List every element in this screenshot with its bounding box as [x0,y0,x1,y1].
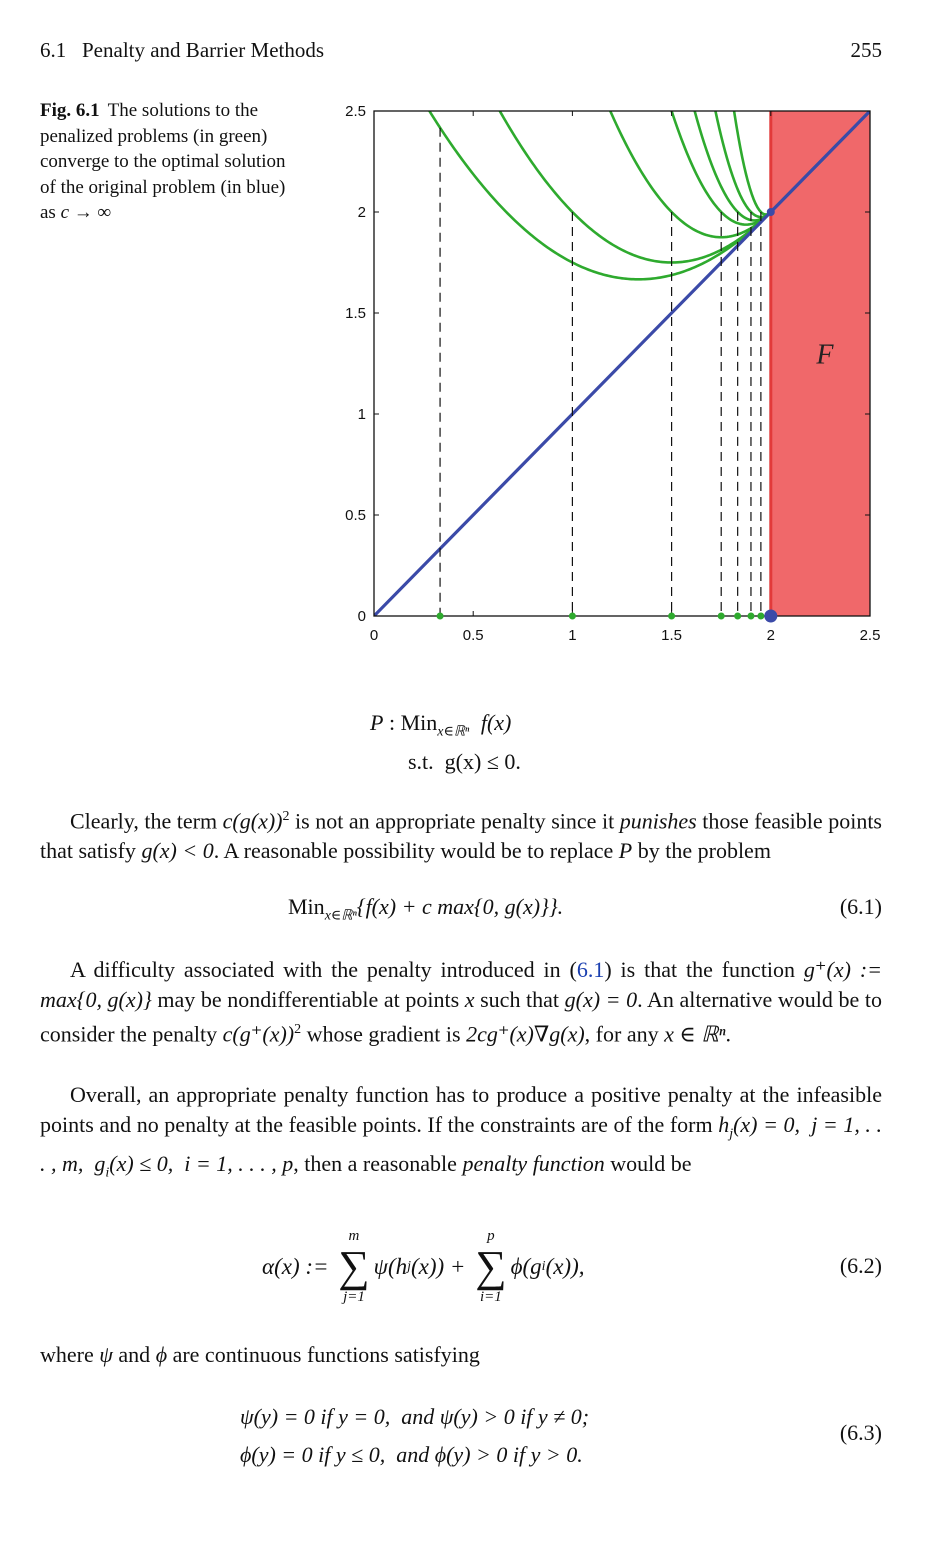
y-tick-label-5: 2.5 [345,103,366,120]
problem-statement [370,708,521,777]
minimizer-point-4 [718,613,725,620]
equation-6-1: Min$_{x\in ℝ^n}${f(x) + c max{0, g(x)}}. [288,894,564,924]
equation-6-3-line-2: ϕ(y) = 0 if y ≤ 0, and ϕ(y) > 0 if y > 0. [240,1442,583,1467]
y-tick-label-4: 2 [357,204,366,221]
x-tick-label-2: 1 [568,627,577,644]
equation-6-3 [240,1398,589,1474]
equation-number-6-1: (6.1) [839,894,882,919]
x-tick-label-1: 0.5 [462,627,484,644]
x-tick-label-0: 0 [369,627,379,644]
x-tick-label-3: 1.5 [661,627,683,644]
equation-number-6-2: (6.2) [839,1253,882,1278]
sum-j: m ∑ j=1 [338,1228,370,1305]
minimizer-point-3 [668,613,675,620]
y-tick-label-2: 1 [357,406,366,423]
problem-line-2: s.t. g(x) ≤ 0. [408,749,521,775]
figure-label: Fig. 6.1 [40,100,100,121]
y-tick-label-0: 0 [357,608,366,625]
y-tick-label-1: 0.5 [345,507,366,524]
paragraph-1: Clearly, the term $c(g(x))^2$ is not an appropriate penalty since it punishes those feasible points that satisfy g(x) < 0. A reasonable possibility would be to replace P by the problem [40,808,882,864]
caption-text: The solutions to the penalized problems (in green) converge to the optimal solution of the original problem (in blue) as [40,100,286,223]
sum-i: p ∑ i=1 [475,1228,507,1305]
minimizer-point-5 [734,613,741,620]
y-tick-label-3: 1.5 [345,305,366,322]
page-number: 255 [850,38,882,62]
figure-caption [40,98,298,226]
minimizer-point-6 [747,613,754,620]
problem-line-1: P : Min$_{x\in ℝ^n}$ f(x) [370,710,512,740]
equation-6-2: α(x) := m ∑ j=1 ψ(h j (x)) + p ∑ i=1 ϕ(g i (x)), [262,1228,585,1305]
paragraph-4: where ψ and ϕ are continuous functions satisfying [40,1342,480,1367]
minimizer-point-1 [437,613,444,620]
minimizer-point-7 [757,613,764,620]
penalty-chart [330,95,890,655]
equation-number-6-3: (6.3) [839,1420,882,1445]
x-tick-label-4: 2 [766,627,775,644]
paragraph-2: A difficulty associated with the penalty introduced in (6.1) is that the function g⁺(x) := max{0, g(x)} may be nondifferentiable at points x such that g(x) = 0. An alternative would be to consider the penalty $c(g^+(x))^2$ whose gradient is 2cg⁺(x)∇g(x), for any x ∈ ℝⁿ. [40,957,883,1047]
feasible-region-label: F [816,339,834,371]
caption-math: c → ∞ [60,202,112,223]
running-header: 6.1 Penalty and Barrier Methods [40,38,325,62]
x-tick-label-5: 2.5 [859,627,881,644]
equation-6-3-line-1: ψ(y) = 0 if y = 0, and ψ(y) > 0 if y ≠ 0; [240,1404,590,1429]
paragraph-3: Overall, an appropriate penalty function has to produce a positive penalty at the infeasible points and no penalty at the feasible points. If the constraints are of the form $h_j(x) = 0$, j = 1, . . . , m, $g_i(x) \le 0$, i = 1, . . . , p, then a reasonable penalty function would be [40,1082,888,1181]
curve-junction-point [767,208,775,216]
equation-ref-link[interactable]: 6.1 [576,957,605,982]
optimal-solution-point [764,610,777,623]
minimizer-point-2 [569,613,576,620]
